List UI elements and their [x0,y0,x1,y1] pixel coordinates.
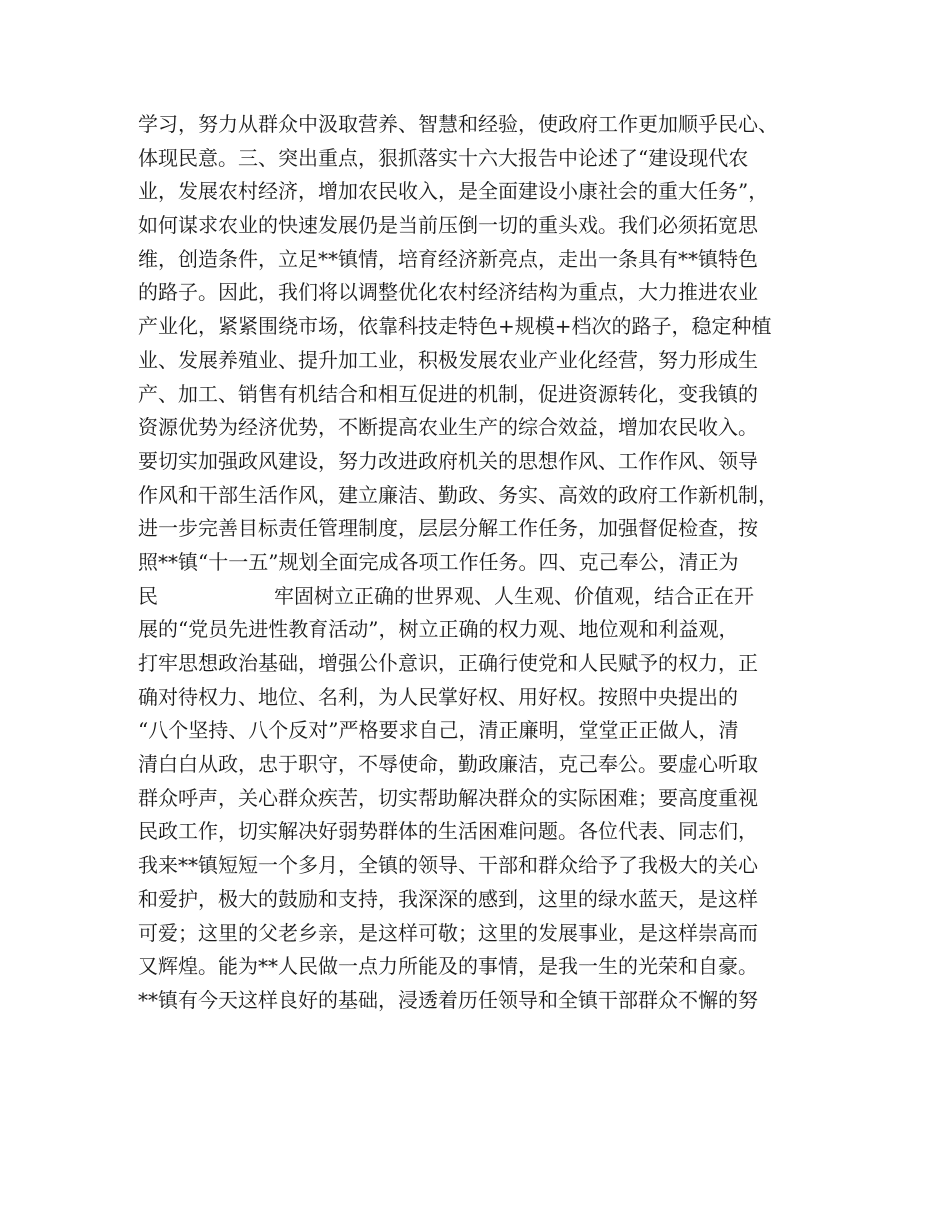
text-line: 体现民意。三、突出重点，狠抓落实十六大报告中论述了“建设现代农 [138,145,749,170]
text-line: 进一步完善目标责任管理制度，层层分解工作任务，加强督促检查，按 [138,516,758,541]
split-line-left: 民 [138,583,158,608]
split-line-right: 牢固树立正确的世界观、人生观、价值观，结合正在开 [274,583,754,608]
text-line: 如何谋求农业的快速发展仍是当前压倒一切的重头戏。我们必须拓宽思 [138,213,758,238]
text-line: 又辉煌。能为**人民做一点力所能及的事情，是我一生的光荣和自豪。 [138,954,758,979]
text-line: 作风和干部生活作风，建立廉洁、勤政、务实、高效的政府工作新机制， [138,482,778,507]
body-text [138,108,828,1018]
text-line: “八个坚持、八个反对”严格要求自己，清正廉明，堂堂正正做人，清 [138,718,739,743]
text-line: 业、发展养殖业、提升加工业，积极发展农业产业化经营，努力形成生 [138,347,758,372]
text-line: 业，发展农村经济，增加农民收入，是全面建设小康社会的重大任务”， [138,179,769,204]
text-line: 清白白从政，忠于职守，不辱使命，勤政廉洁，克己奉公。要虚心听取 [138,752,758,777]
text-line: 资源优势为经济优势，不断提高农业生产的综合效益，增加农民收入。 [138,415,758,440]
text-line: **镇有今天这样良好的基础，浸透着历任领导和全镇干部群众不懈的努 [138,987,758,1012]
text-line: 照**镇“十一五”规划全面完成各项工作任务。四、克己奉公，清正为 [138,549,739,574]
text-line: 展的“党员先进性教育活动”，树立正确的权力观、地位观和利益观， [138,617,739,642]
text-line: 打牢思想政治基础，增强公仆意识，正确行使党和人民赋予的权力，正 [138,651,758,675]
text-line: 产业化，紧紧围绕市场，依靠科技走特色+规模+档次的路子，稳定种植 [138,314,772,339]
text-line: 的路子。因此，我们将以调整优化农村经济结构为重点，大力推进农业 [138,280,758,305]
text-line: 维，创造条件，立足**镇情，培育经济新亮点，走出一条具有**镇特色 [138,246,758,271]
text-line: 产、加工、销售有机结合和相互促进的机制，促进资源转化，变我镇的 [138,381,758,406]
text-line: 我来**镇短短一个多月，全镇的领导、干部和群众给予了我极大的关心 [138,853,758,878]
text-line: 群众呼声，关心群众疾苦，切实帮助解决群众的实际困难；要高度重视 [138,785,758,810]
text-line: 确对待权力、地位、名利，为人民掌好权、用好权。按照中央提出的 [138,684,738,709]
split-text-line [138,580,828,614]
text-line: 和爱护，极大的鼓励和支持，我深深的感到，这里的绿水蓝天，是这样 [138,886,758,911]
text-line: 学习，努力从群众中汲取营养、智慧和经验，使政府工作更加顺乎民心、 [138,112,778,136]
text-line: 要切实加强政风建设，努力改进政府机关的思想作风、工作作风、领导 [138,448,758,473]
text-line: 可爱；这里的父老乡亲，是这样可敬；这里的发展事业，是这样崇高而 [138,920,758,945]
text-line: 民政工作，切实解决好弱势群体的生活困难问题。各位代表、同志们， [138,819,758,844]
